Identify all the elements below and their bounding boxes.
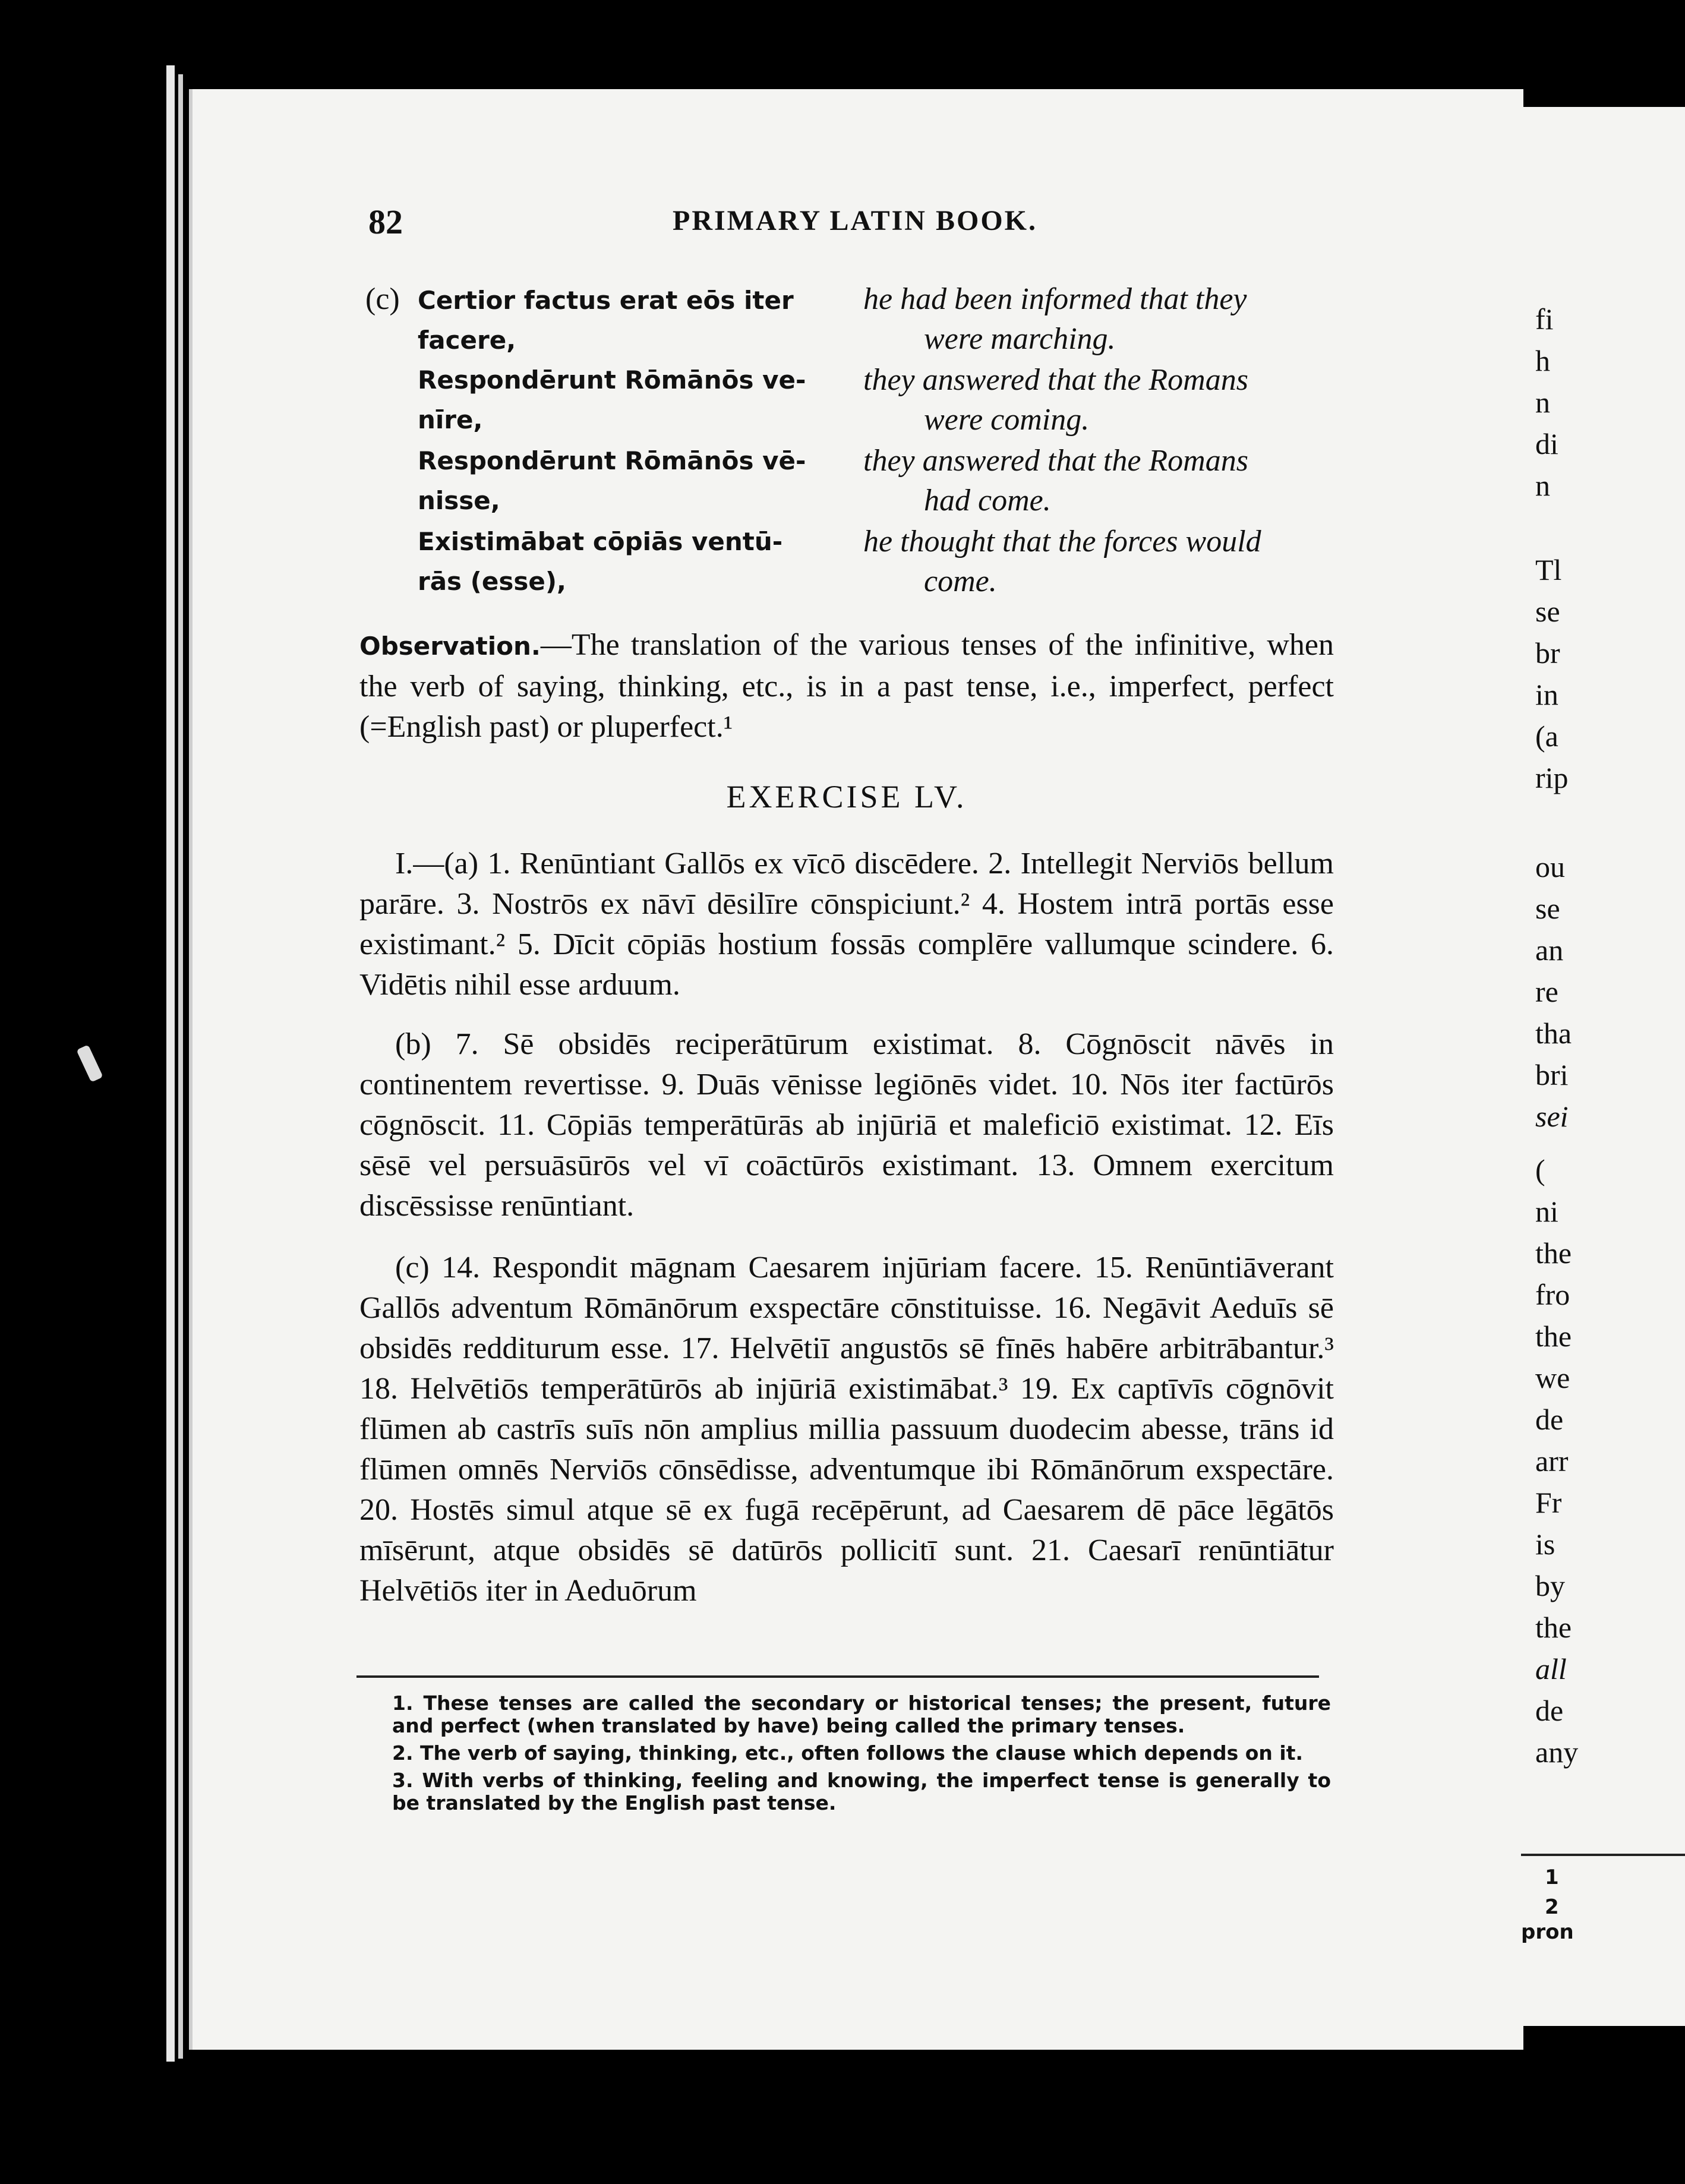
fragment-text: we [1535,1361,1570,1394]
fragment-text: rip [1535,761,1569,794]
fragment-footnote-rule [1521,1854,1685,1856]
fragment-footnote: 1 [1545,1866,1559,1889]
page-edge [166,65,175,2062]
fragment-text: n [1535,469,1550,502]
english-text-cont: had come. [924,484,1051,517]
paragraph-label: (b) [395,1027,431,1061]
footnote: 2. The verb of saying, thinking, etc., often follows the clause which depends on it. [392,1741,1304,1765]
english-text: he thought that the forces would [863,525,1261,558]
example-row [365,279,1340,360]
latin-text-cont: facere, [418,326,516,355]
latin-text: Certior factus erat eōs iter [418,286,794,315]
fragment-text: (a [1535,719,1558,753]
exercise-paragraph [359,1024,1334,1226]
footnote: 1. These tenses are called the secondary or historical tenses; the present, future and perfect (when translated by have) being called the primary tenses. [392,1691,1331,1737]
latin-text: Respondērunt Rōmānōs vē- [418,446,806,475]
fragment-text: de [1535,1403,1564,1436]
fragment-text: arr [1535,1444,1569,1478]
fragment-text: h [1535,344,1550,377]
english-text: they answered that the Romans [863,444,1248,478]
fragment-text: ( [1535,1153,1545,1186]
english-text: they answered that the Romans [863,363,1248,397]
english-text-cont: were marching. [924,322,1116,356]
fragment-text: se [1535,595,1560,628]
observation-label: Observation. [359,632,541,661]
observation-text: —The translation of the various tenses of the infinitive, when the verb of saying, thinking, etc., is in a past tense, i.e., imperfect, perfect (=English past) or pluperfect.¹ [359,628,1334,744]
fragment-text: Fr [1535,1486,1562,1519]
fragment-text: tha [1535,1017,1572,1050]
book-page-right-fragment [1521,107,1685,2026]
latin-text: Existimābat cōpiās ventū- [418,527,783,556]
exercise-title: EXERCISE LV. [726,779,967,815]
example-label: (c) [365,282,400,316]
paragraph-text: 1. Renūntiant Gallōs ex vīcō discēdere. 2. Intellegit Nerviōs bellum parāre. 3. Nostrōs ex nāvī dēsilīre cōnspiciunt.² 4. Hostem intrā portās esse existimant.² 5. Dīcit cōpiās hostium fossās complēre vallumque scindere. 6. Vidētis nihil esse arduum. [359,847,1334,1002]
fragment-text: in [1535,678,1558,711]
paragraph-text: 7. Sē obsidēs reciperātūrum existimat. 8. Cōgnōscit nāvēs in continentem revertisse. 9. Duās vēnisse legiōnēs videt. 10. Nōs iter factūrōs cōgnōscit. 11. Cōpiās temperātūrās ab injūriā et maleficiō existimat. 12. Eīs sēsē vel persuāsūrōs vel vī coāctūrōs existimant. 13. Omnem exercitum discēssisse renūntiant. [359,1027,1334,1223]
fragment-text: re [1535,975,1558,1008]
page-edge-inner [178,74,183,2059]
fragment-text: ni [1535,1195,1558,1228]
running-head: PRIMARY LATIN BOOK. [673,205,1037,236]
fragment-text: di [1535,427,1558,460]
fragment-text: ou [1535,850,1565,883]
fragment-text: se [1535,892,1560,925]
latin-text-cont: nīre, [418,405,483,434]
fragment-text: fro [1535,1278,1570,1311]
fragment-text: an [1535,933,1564,967]
fragment-text: br [1535,636,1560,670]
fragment-text: the [1535,1611,1572,1644]
fragment-text: any [1535,1735,1579,1769]
fragment-footnote: pron [1521,1920,1574,1944]
footnote-rule [356,1675,1319,1678]
fragment-text: all [1535,1652,1567,1686]
footnote: 3. With verbs of thinking, feeling and knowing, the imperfect tense is generally to be translated by the English past tense. [392,1769,1331,1814]
fragment-text: by [1535,1569,1565,1602]
margin-ink-mark [76,1044,103,1082]
fragment-text: n [1535,386,1550,419]
english-text-cont: were coming. [924,403,1090,437]
paragraph-label: (c) [395,1251,430,1284]
english-text: he had been informed that they [863,282,1247,316]
fragment-text: is [1535,1527,1555,1561]
fragment-text: sei [1535,1100,1569,1133]
example-row [365,360,1340,441]
exercise-paragraph [359,844,1334,1005]
fragment-footnote: 2 [1545,1895,1559,1919]
fragment-text: the [1535,1320,1572,1353]
footnotes [356,1692,1331,1819]
fragment-text: fi [1535,302,1554,336]
fragment-text: the [1535,1236,1572,1270]
paragraph-text: 14. Respondit māgnam Caesarem injūriam facere. 15. Renūntiāverant Gallōs adventum Rōmānōrum exspectāre cōnstituisse. 16. Negāvit Aeduīs sē obsidēs redditurum esse. 17. Helvētiī angustōs sē fīnēs habēre arbitrābantur.³ 18. Helvētiōs temperātūrōs ab injūriā existimābat.³ 19. Ex captīvīs cōgnōvit flūmen ab castrīs suīs nōn amplius millia passuum duodecim abesse, trāns id flūmen omnēs Nerviōs cōnsēdisse, adventumque ibi Rōmānōrum exspectāre. 20. Hostēs simul atque sē ex fugā recēpērunt, ad Caesarem dē pāce lēgātōs mīsērunt, atque obsidēs sē datūrōs pollicitī sunt. 21. Caesarī renūntiātur Helvētiōs iter in Aeduōrum [359,1251,1334,1608]
fragment-text: bri [1535,1058,1569,1091]
paragraph-label: I.—(a) [395,847,479,880]
latin-text: Respondērunt Rōmānōs ve- [418,365,806,394]
exercise-paragraph [359,1248,1334,1611]
fragment-text: Tl [1535,553,1562,586]
latin-text-cont: nisse, [418,486,500,515]
example-row [365,441,1340,522]
latin-text-cont: rās (esse), [418,567,566,596]
example-row [365,522,1340,602]
english-text-cont: come. [924,564,997,598]
page-header [368,202,1319,250]
fragment-text: de [1535,1694,1564,1727]
page-number: 82 [368,203,403,241]
observation-paragraph [359,625,1334,747]
